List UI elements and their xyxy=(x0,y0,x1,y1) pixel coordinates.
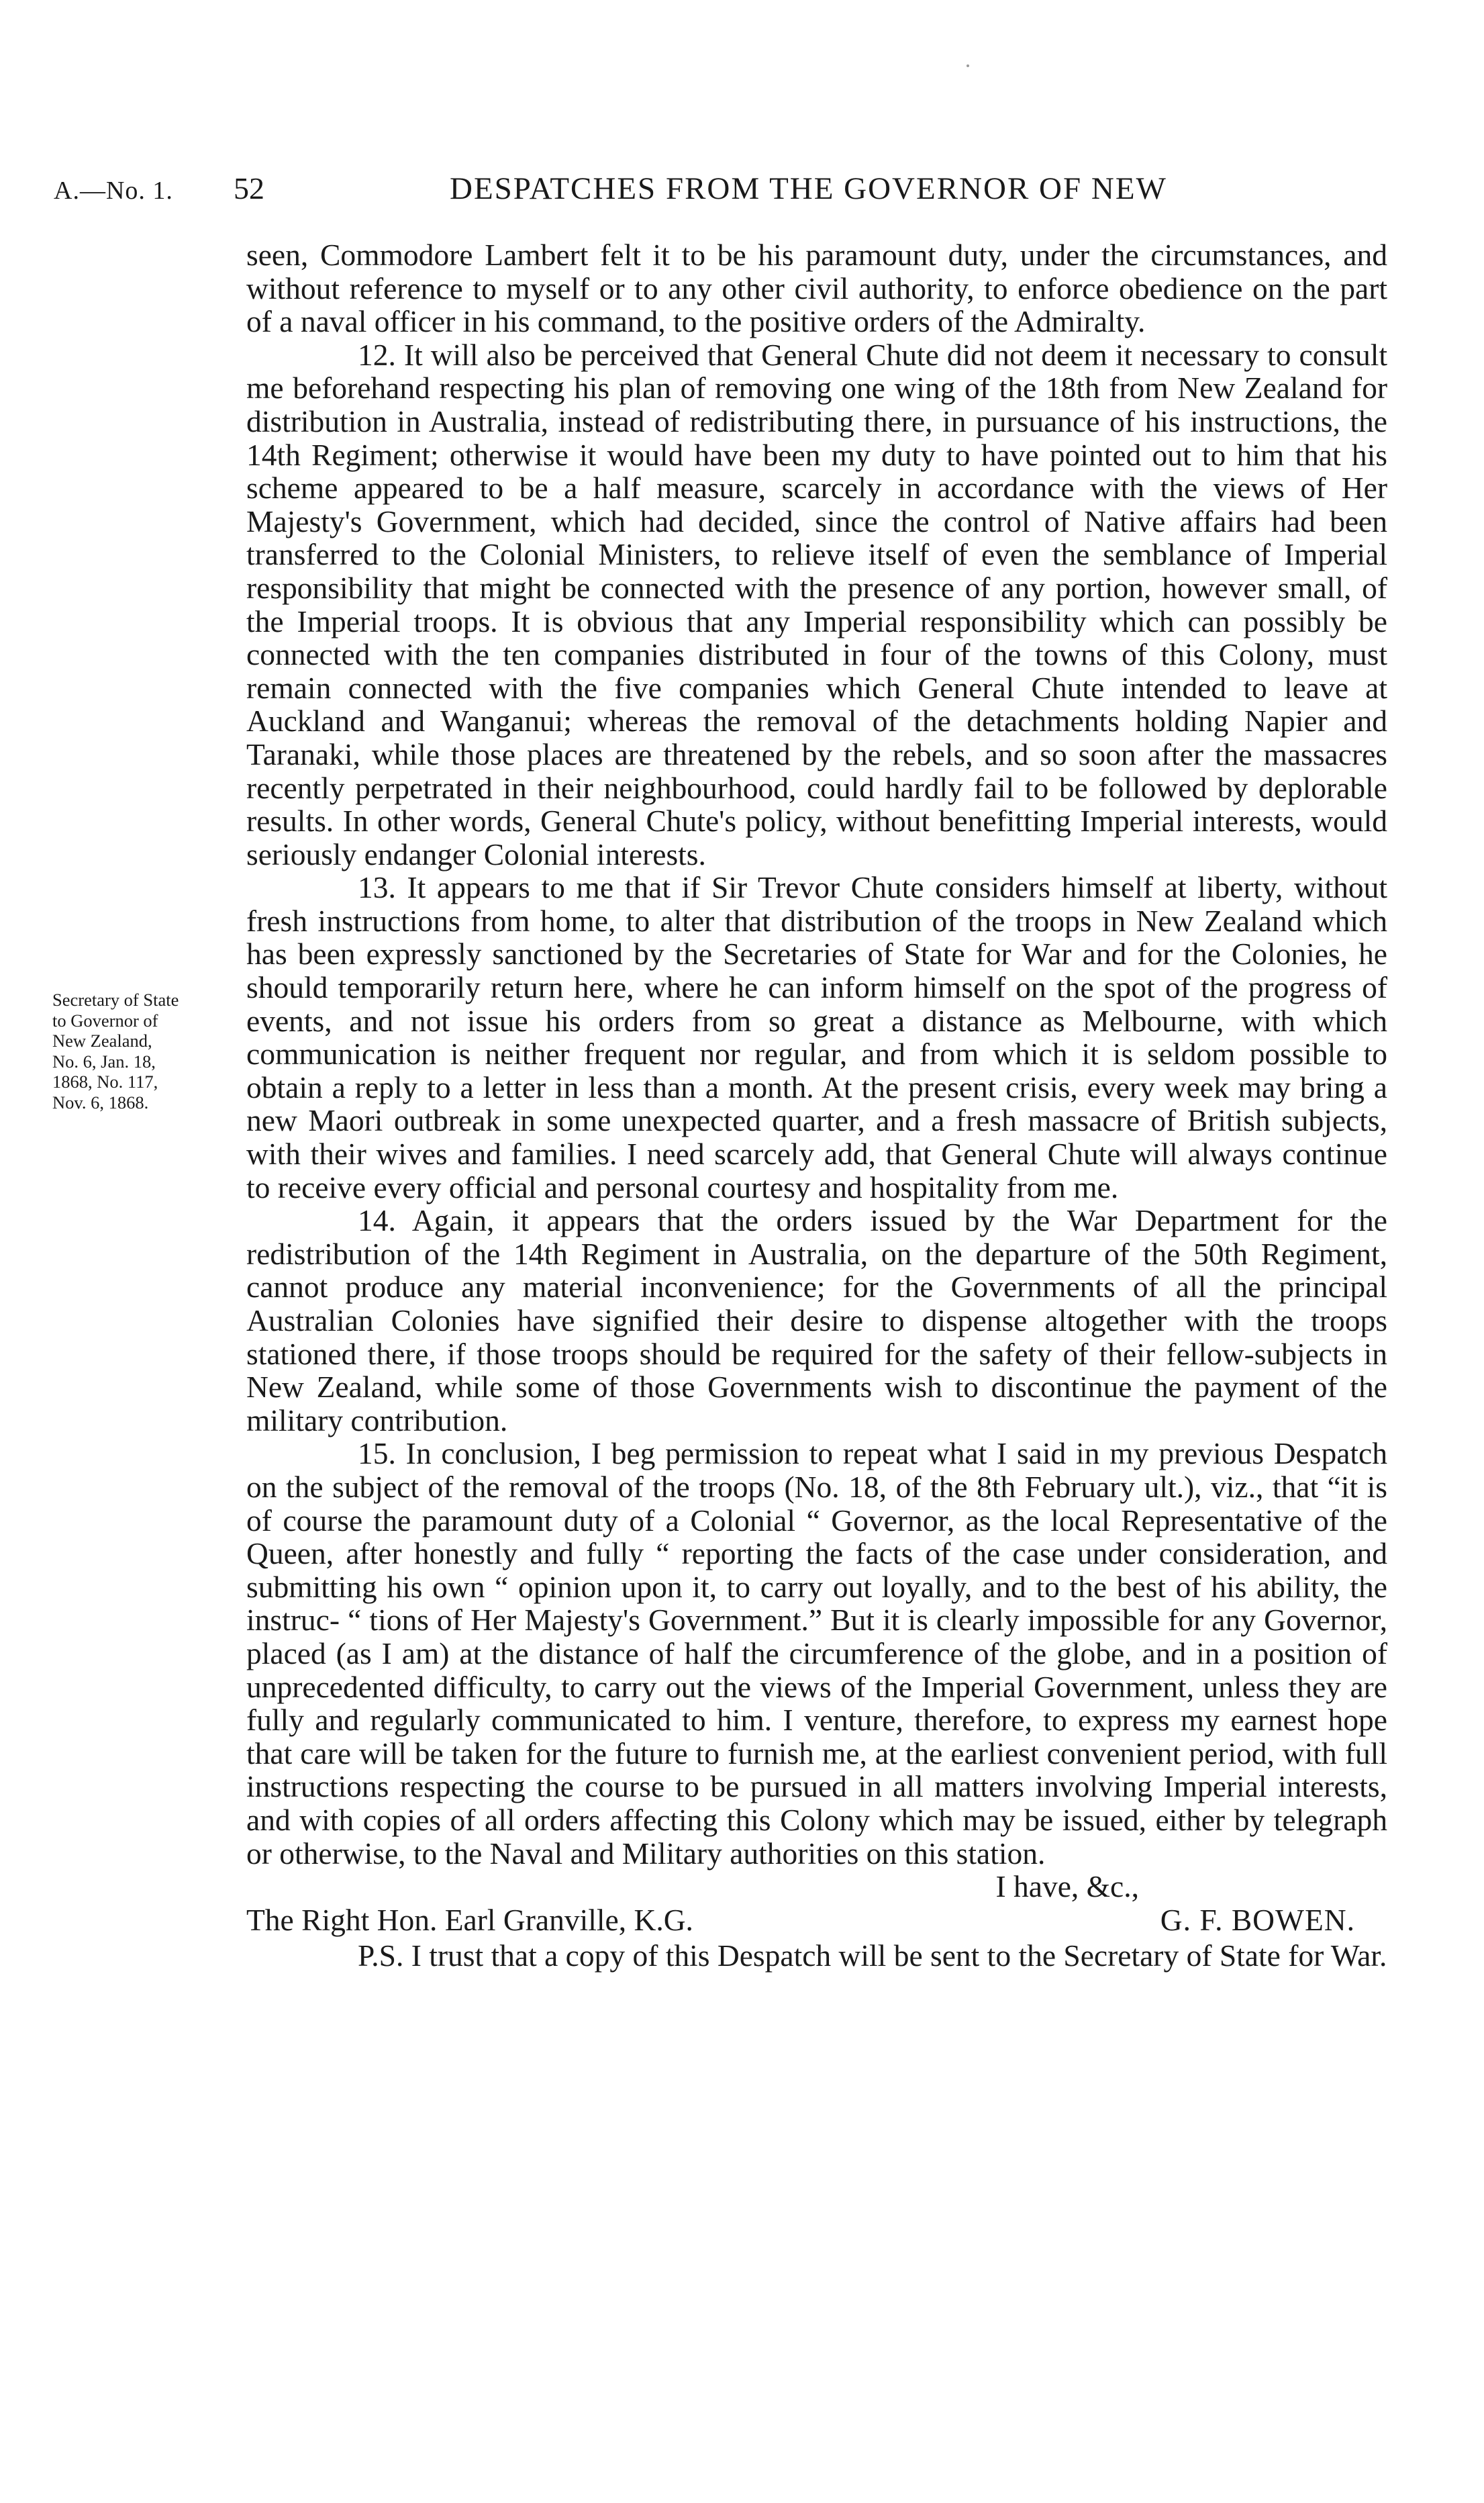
margin-note-line: Secretary of State xyxy=(52,990,179,1010)
paragraph-12: 12. It will also be perceived that General Chute did not deem it necessary to consult me beforehand respecting his plan of removing one wing of the 18th from New Zealand for distribution in Australia, instead of redistributing there, in pursuance of his instructions, the 14th Regiment; otherwise it would have been my duty to have pointed out to him that his scheme appeared to be a half measure, scarcely in accordance with the views of Her Majesty's Government, which had decided, since the control of Native affairs had been transferred to the Colonial Ministers, to relieve itself of even the semblance of Imperial responsibility that might be connected with the presence of any portion, however small, of the Imperial troops. It is obvious that any Imperial responsibility which can possibly be connected with the ten companies distributed in four of the towns of this Colony, must remain connected with the five companies which General Chute intended to leave at Auckland and Wanganui; whereas the removal of the detachments holding Napier and Taranaki, while those places are threatened by the rebels, and so soon after the massacres recently perpetrated in their neighbourhood, could hardly fail to be followed by deplorable results. In other words, General Chute's policy, without benefitting Imperial interests, would seriously endanger Colonial interests. xyxy=(246,337,1387,871)
margin-note-line: New Zealand, xyxy=(52,1031,152,1051)
paragraph-14: 14. Again, it appears that the orders issued by the War Department for the redistribution of the 14th Regiment in Australia, on the departure of the 50th Regiment, cannot produce any material inconvenience; for the Governments of all the principal Australian Colonies have signified their desire to dispense altogether with the troops stationed there, if those troops should be required for the safety of their fellow-subjects in New Zealand, while some of those Governments wish to discontinue the payment of the military contribution. xyxy=(246,1203,1387,1437)
signature-row xyxy=(246,1903,1387,1937)
signature: G. F. BOWEN. xyxy=(1160,1902,1355,1937)
despatch-body xyxy=(246,238,1387,1973)
closing-formula: I have, &c., xyxy=(995,1869,1139,1904)
document-reference: A.—No. 1. xyxy=(54,177,173,205)
page-speck xyxy=(967,64,969,67)
paragraph-continuation: seen, Commodore Lambert felt it to be his paramount duty, under the circumstances, and without reference to myself or to any other civil authority, to enforce obedience on the part of a naval officer in his command, to the positive orders of the Admiralty. xyxy=(246,238,1387,339)
margin-note-line: Nov. 6, 1868. xyxy=(52,1092,149,1113)
margin-note-line: No. 6, Jan. 18, xyxy=(52,1051,156,1072)
page-header xyxy=(54,171,1389,211)
running-title: DESPATCHES FROM THE GOVERNOR OF NEW xyxy=(450,171,1167,206)
paragraph-15: 15. In conclusion, I beg permission to repeat what I said in my previous Despatch on the subject of the removal of the troops (No. 18, of the 8th February ult.), viz., that “it is of course the paramount duty of a Colonial “ Governor, as the local Representative of the Queen, after honestly and fully “ reporting the facts of the case under consideration, and submitting his own “ opinion upon it, to carry out loyally, and to the best of his ability, the instruc- “ tions of Her Majesty's Government.” But it is clearly impossible for any Governor, placed (as I am) at the distance of half the circumference of the globe, and in a position of unprecedented difficulty, to carry out the views of the Imperial Government, unless they are fully and regularly communicated to him. I venture, therefore, to express my earnest hope that care will be taken for the future to furnish me, at the earliest convenient period, with full instructions respecting the course to be pursued in all matters involving Imperial interests, and with copies of all orders affecting this Colony which may be issued, either by telegraph or otherwise, to the Naval and Military authorities on this station. xyxy=(246,1436,1387,1871)
margin-note-line: 1868, No. 117, xyxy=(52,1072,158,1092)
page-number: 52 xyxy=(234,171,264,205)
margin-note xyxy=(52,990,244,1113)
paragraph-13: 13. It appears to me that if Sir Trevor Chute considers himself at liberty, without fresh instructions from home, to alter that distribution of the troops in New Zealand which has been expressly sanctioned by the Secretaries of State for War and for the Colonies, he should temporarily return here, where he can inform himself on the spot of the progress of events, and not issue his orders from so great a distance as Melbourne, with which communication is neither frequent nor regular, and from which it is seldom possible to obtain a reply to a letter in less than a month. At the present crisis, every week may bring a new Maori outbreak in some unexpected quarter, and a fresh massacre of British subjects, with their wives and families. I need scarcely add, that General Chute will always continue to receive every official and personal courtesy and hospitality from me. xyxy=(246,870,1387,1205)
margin-note-line: to Governor of xyxy=(52,1010,158,1031)
addressee: The Right Hon. Earl Granville, K.G. xyxy=(246,1902,693,1937)
postscript: P.S. I trust that a copy of this Despatch will be sent to the Secretary of State for War. xyxy=(358,1938,1387,1973)
